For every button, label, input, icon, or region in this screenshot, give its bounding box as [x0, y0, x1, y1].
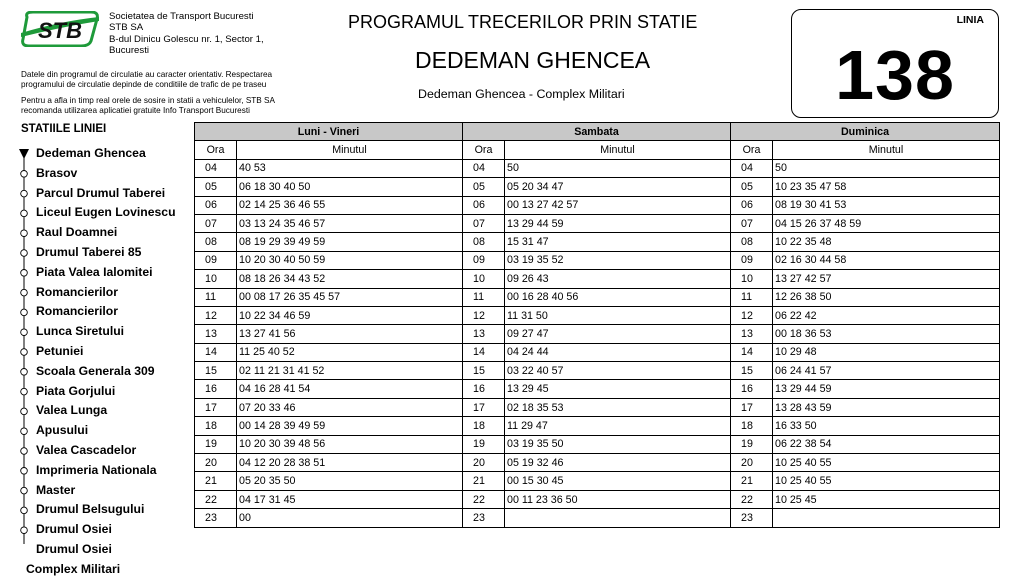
hour-cell: 16: [731, 380, 773, 398]
minutes-cell: 10 29 48: [773, 343, 1000, 361]
minutes-cell: 04 12 20 28 38 51: [237, 454, 463, 472]
hour-cell: 15: [463, 362, 505, 380]
stop-name: DEDEMAN GHENCEA: [415, 47, 651, 73]
line-box: [791, 9, 999, 118]
minutes-cell: 03 22 40 57: [505, 362, 731, 380]
hour-cell: 05: [731, 178, 773, 196]
route-line-graphic: [18, 144, 38, 544]
station-item: Drumul Taberei 85: [36, 245, 142, 259]
hour-cell: 14: [463, 343, 505, 361]
hour-cell: 15: [195, 362, 237, 380]
stop-marker: [21, 309, 28, 316]
hour-cell: 07: [731, 214, 773, 232]
hour-cell: 05: [195, 178, 237, 196]
minutes-cell: 12 26 38 50: [773, 288, 1000, 306]
station-item: Raul Doamnei: [36, 225, 118, 240]
hour-cell: 17: [195, 398, 237, 416]
company-info: [109, 11, 264, 57]
stop-marker: [21, 349, 28, 356]
hour-cell: 21: [195, 472, 237, 490]
table-row: [195, 325, 1000, 343]
minutes-cell: 03 13 24 35 46 57: [237, 214, 463, 232]
hour-cell: 15: [731, 362, 773, 380]
station-item: Valea Lunga: [36, 403, 108, 418]
stb-logo: [21, 11, 99, 47]
hour-cell: 13: [731, 325, 773, 343]
day-header-weekday: Luni - Vineri: [195, 123, 463, 141]
table-row: [195, 380, 1000, 398]
hour-cell: 22: [463, 490, 505, 508]
minutes-cell: 02 18 35 53: [505, 398, 731, 416]
minutes-cell: 04 16 28 41 54: [237, 380, 463, 398]
hour-cell: 20: [731, 454, 773, 472]
minutes-cell: 13 28 43 59: [773, 398, 1000, 416]
disclaimer-note: Datele din programul de circulatie au caracter orientativ. Respectarea programului de circulatie depinde de conditiile de trafic de pe traseu: [21, 70, 273, 89]
hour-cell: 17: [731, 398, 773, 416]
minutes-cell: 06 22 38 54: [773, 435, 1000, 453]
route-name: Dedeman Ghencea - Complex Militari: [418, 87, 625, 101]
stop-marker: [21, 527, 28, 534]
line-number: 138: [835, 36, 955, 114]
stations-title: STATIILE LINIEI: [21, 123, 107, 135]
hour-cell: 09: [195, 251, 237, 269]
stop-marker: [21, 250, 28, 257]
hour-cell: 20: [463, 454, 505, 472]
minutes-cell: [773, 509, 1000, 527]
table-row: [195, 288, 1000, 306]
hour-cell: 10: [195, 270, 237, 288]
hour-cell: 05: [463, 178, 505, 196]
hour-cell: 16: [463, 380, 505, 398]
minutes-cell: 09 27 47: [505, 325, 731, 343]
stop-marker: [21, 289, 28, 296]
minutes-cell: 16 33 50: [773, 417, 1000, 435]
hour-cell: 18: [731, 417, 773, 435]
stop-marker: [21, 190, 28, 197]
hour-cell: 18: [463, 417, 505, 435]
minutes-cell: 04 15 26 37 48 59: [773, 214, 1000, 232]
hour-cell: 04: [731, 159, 773, 177]
station-item: Scoala Generala 309: [36, 363, 155, 378]
stop-marker: [21, 270, 28, 277]
hour-cell: 13: [463, 325, 505, 343]
col-minute: Minutul: [505, 141, 731, 159]
minutes-cell: 11 31 50: [505, 306, 731, 324]
minutes-cell: 11 25 40 52: [237, 343, 463, 361]
stop-marker: [21, 388, 28, 395]
hour-cell: 10: [463, 270, 505, 288]
page-title: PROGRAMUL TRECERILOR PRIN STATIE: [348, 12, 698, 32]
minutes-cell: 50: [505, 159, 731, 177]
column-header-row: [195, 141, 1000, 159]
hour-cell: 16: [195, 380, 237, 398]
station-item: Drumul Osiei: [36, 522, 112, 537]
minutes-cell: 03 19 35 50: [505, 435, 731, 453]
minutes-cell: 13 27 42 57: [773, 270, 1000, 288]
station-item: Drumul Belsugului: [36, 502, 145, 517]
station-list: [18, 144, 193, 576]
hour-cell: 10: [731, 270, 773, 288]
minutes-cell: 07 20 33 46: [237, 398, 463, 416]
station-item: Petuniei: [36, 344, 84, 358]
minutes-cell: 10 22 35 48: [773, 233, 1000, 251]
hour-cell: 22: [731, 490, 773, 508]
hour-cell: 23: [463, 509, 505, 527]
station-item: Dedeman Ghencea: [36, 146, 146, 160]
col-hour: Ora: [463, 141, 505, 159]
minutes-cell: 05 20 35 50: [237, 472, 463, 490]
station-item: Apusului: [36, 423, 89, 438]
minutes-cell: 06 18 30 40 50: [237, 178, 463, 196]
stop-marker: [21, 230, 28, 237]
minutes-cell: 08 18 26 34 43 52: [237, 270, 463, 288]
stop-marker: [21, 210, 28, 217]
hour-cell: 06: [463, 196, 505, 214]
terminus-station: Complex Militari: [26, 561, 121, 576]
minutes-cell: 40 53: [237, 159, 463, 177]
col-hour: Ora: [731, 141, 773, 159]
hour-cell: 07: [463, 214, 505, 232]
hour-cell: 20: [195, 454, 237, 472]
minutes-cell: 05 19 32 46: [505, 454, 731, 472]
hour-cell: 04: [195, 159, 237, 177]
hour-cell: 11: [195, 288, 237, 306]
minutes-cell: 15 31 47: [505, 233, 731, 251]
current-stop-marker: [19, 149, 29, 159]
hour-cell: 22: [195, 490, 237, 508]
minutes-cell: 00 14 28 39 49 59: [237, 417, 463, 435]
minutes-cell: 10 20 30 40 50 59: [237, 251, 463, 269]
app-note: Pentru a afla in timp real orele de sosire in statii a vehiculelor, STB SA recomanda utilizarea aplicatiei gratuite Info Transport Bucuresti: [21, 96, 275, 115]
minutes-cell: 08 19 29 39 49 59: [237, 233, 463, 251]
station-item: Parcul Drumul Taberei: [36, 185, 166, 200]
minutes-cell: 09 26 43: [505, 270, 731, 288]
table-row: [195, 435, 1000, 453]
minutes-cell: 10 25 40 55: [773, 454, 1000, 472]
hour-cell: 14: [731, 343, 773, 361]
hour-cell: 19: [731, 435, 773, 453]
table-row: [195, 233, 1000, 251]
hour-cell: 23: [731, 509, 773, 527]
day-header-saturday: Sambata: [463, 123, 731, 141]
minutes-cell: 05 20 34 47: [505, 178, 731, 196]
minutes-cell: 00 08 17 26 35 45 57: [237, 288, 463, 306]
minutes-cell: 00 18 36 53: [773, 325, 1000, 343]
hour-cell: 08: [195, 233, 237, 251]
minutes-cell: 10 22 34 46 59: [237, 306, 463, 324]
minutes-cell: 00: [237, 509, 463, 527]
table-row: [195, 196, 1000, 214]
table-row: [195, 178, 1000, 196]
station-item: Imprimeria Nationala: [36, 462, 157, 477]
stop-marker: [21, 468, 28, 475]
hour-cell: 21: [731, 472, 773, 490]
table-row: [195, 417, 1000, 435]
station-item: Lunca Siretului: [36, 324, 125, 339]
hour-cell: 14: [195, 343, 237, 361]
day-header-sunday: Duminica: [731, 123, 1000, 141]
minutes-cell: 13 29 44 59: [505, 214, 731, 232]
table-row: [195, 306, 1000, 324]
svg-text:STB: STB: [38, 18, 82, 43]
company-name: Societatea de Transport Bucuresti: [109, 11, 254, 22]
timetable: [194, 122, 1000, 528]
station-item: Piata Gorjului: [36, 383, 116, 398]
stop-marker: [21, 487, 28, 494]
stop-marker: [21, 369, 28, 376]
table-row: [195, 159, 1000, 177]
minutes-cell: 13 27 41 56: [237, 325, 463, 343]
stop-marker: [21, 171, 28, 178]
hour-cell: 23: [195, 509, 237, 527]
hour-cell: 08: [463, 233, 505, 251]
hour-cell: 08: [731, 233, 773, 251]
station-item: Piata Valea Ialomitei: [36, 264, 153, 279]
minutes-cell: 00 13 27 42 57: [505, 196, 731, 214]
minutes-cell: 00 16 28 40 56: [505, 288, 731, 306]
minutes-cell: 02 16 30 44 58: [773, 251, 1000, 269]
hour-cell: 19: [195, 435, 237, 453]
table-row: [195, 251, 1000, 269]
minutes-cell: 00 11 23 36 50: [505, 490, 731, 508]
station-item: Romancierilor: [36, 304, 118, 319]
table-row: [195, 362, 1000, 380]
table-row: [195, 270, 1000, 288]
table-row: [195, 472, 1000, 490]
minutes-cell: [505, 509, 731, 527]
station-item: Brasov: [36, 165, 78, 180]
minutes-cell: 08 19 30 41 53: [773, 196, 1000, 214]
hour-cell: 19: [463, 435, 505, 453]
hour-cell: 12: [463, 306, 505, 324]
minutes-cell: 06 24 41 57: [773, 362, 1000, 380]
minutes-cell: 03 19 35 52: [505, 251, 731, 269]
station-item: Drumul Osiei: [36, 542, 112, 556]
station-item: Romancierilor: [36, 284, 118, 299]
table-row: [195, 343, 1000, 361]
station-item: Liceul Eugen Lovinescu: [36, 205, 176, 220]
minutes-cell: 04 24 44: [505, 343, 731, 361]
minutes-cell: 10 25 40 55: [773, 472, 1000, 490]
hour-cell: 07: [195, 214, 237, 232]
hour-cell: 09: [731, 251, 773, 269]
hour-cell: 06: [195, 196, 237, 214]
hour-cell: 12: [195, 306, 237, 324]
stop-marker: [21, 448, 28, 455]
table-row: [195, 454, 1000, 472]
hour-cell: 11: [731, 288, 773, 306]
minutes-cell: 10 25 45: [773, 490, 1000, 508]
station-item: Valea Cascadelor: [36, 443, 137, 457]
minutes-cell: 11 29 47: [505, 417, 731, 435]
company-address: B-dul Dinicu Golescu nr. 1, Sector 1,: [109, 33, 264, 45]
company-city: Bucuresti: [109, 45, 149, 57]
col-minute: Minutul: [773, 141, 1000, 159]
hour-cell: 13: [195, 325, 237, 343]
minutes-cell: 10 23 35 47 58: [773, 178, 1000, 196]
hour-cell: 12: [731, 306, 773, 324]
stop-marker: [21, 428, 28, 435]
minutes-cell: 04 17 31 45: [237, 490, 463, 508]
table-row: [195, 214, 1000, 232]
hour-cell: 04: [463, 159, 505, 177]
hour-cell: 11: [463, 288, 505, 306]
hour-cell: 18: [195, 417, 237, 435]
minutes-cell: 13 29 45: [505, 380, 731, 398]
line-label: LINIA: [956, 14, 984, 26]
table-row: [195, 490, 1000, 508]
hour-cell: 17: [463, 398, 505, 416]
minutes-cell: 06 22 42: [773, 306, 1000, 324]
day-header-row: [195, 123, 1000, 141]
hour-cell: 21: [463, 472, 505, 490]
station-item: Master: [36, 482, 76, 497]
hour-cell: 06: [731, 196, 773, 214]
col-minute: Minutul: [237, 141, 463, 159]
minutes-cell: 10 20 30 39 48 56: [237, 435, 463, 453]
stop-marker: [21, 329, 28, 336]
minutes-cell: 13 29 44 59: [773, 380, 1000, 398]
company-short: STB SA: [109, 22, 144, 34]
minutes-cell: 00 15 30 45: [505, 472, 731, 490]
table-row: [195, 509, 1000, 527]
minutes-cell: 50: [773, 159, 1000, 177]
minutes-cell: 02 11 21 31 41 52: [237, 362, 463, 380]
hour-cell: 09: [463, 251, 505, 269]
stop-marker: [21, 408, 28, 415]
stop-marker: [21, 507, 28, 514]
table-row: [195, 398, 1000, 416]
col-hour: Ora: [195, 141, 237, 159]
minutes-cell: 02 14 25 36 46 55: [237, 196, 463, 214]
